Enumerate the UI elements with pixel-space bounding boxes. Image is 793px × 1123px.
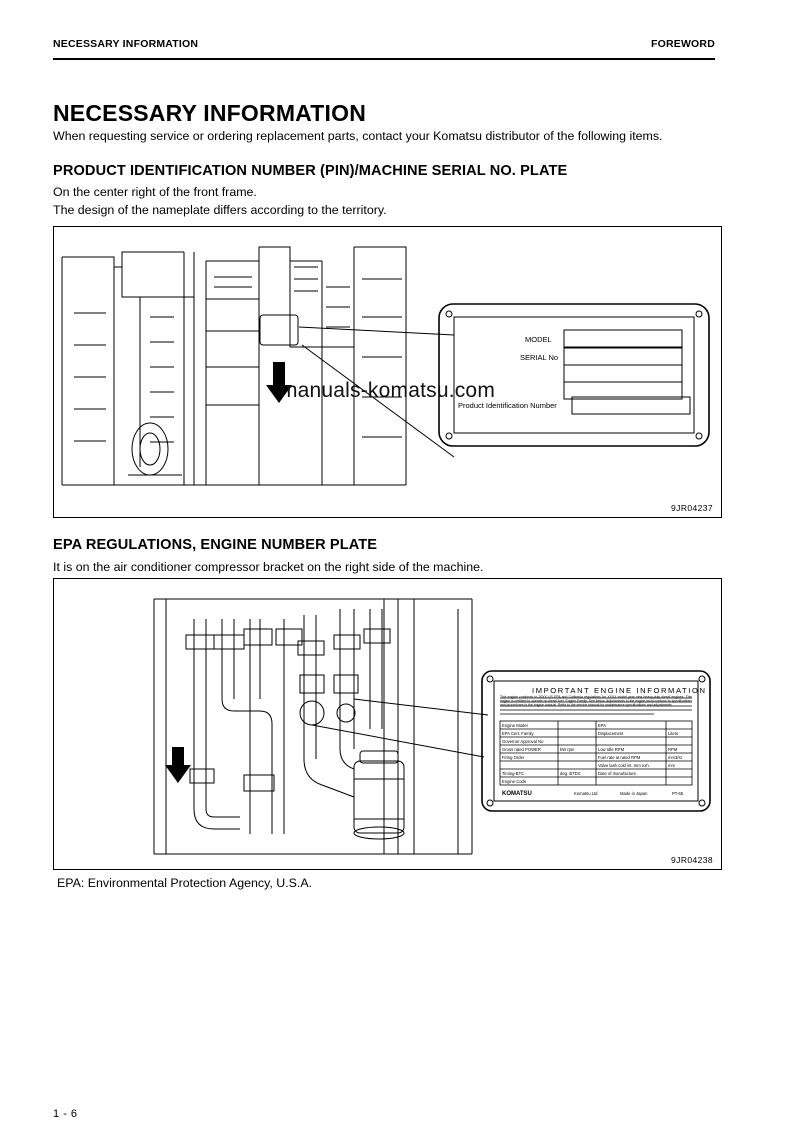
svg-text:RPM: RPM: [668, 747, 678, 752]
callout-arrow-icon-2: [165, 747, 191, 783]
svg-text:Fuel rate at rated RPM: Fuel rate at rated RPM: [598, 755, 641, 760]
engine-plate-paragraph: This engine conforms to 20XX US EPA and California regulations for XXXX model year new heavy-duty diesel engines. This engine is certified to operate on diesel fuel. Engine Family: See below. Adjustments to the engine must conform to specifications and procedures in the engine manual. Refer to the service manual for maintenance specifications and adjustments.: [500, 695, 692, 707]
svg-text:Engine Code: Engine Code: [502, 779, 527, 784]
svg-text:mm: mm: [668, 763, 675, 768]
section-pin-line1: On the center right of the front frame.: [53, 185, 257, 199]
figure-code-epa: 9JR04238: [671, 855, 713, 865]
epa-note: EPA: Environmental Protection Agency, U.S.A.: [57, 876, 313, 890]
section-epa-line1: It is on the air conditioner compressor bracket on the right side of the machine.: [53, 560, 484, 574]
header-divider: [53, 58, 715, 60]
svg-text:Date of manufacture: Date of manufacture: [598, 771, 636, 776]
svg-text:kW rpm: kW rpm: [560, 747, 575, 752]
engine-plate-brand: KOMATSU: [502, 791, 532, 797]
nameplate-graphic: [439, 304, 709, 446]
intro-paragraph: When requesting service or ordering replacement parts, contact your Komatsu distributor of the following items.: [53, 129, 663, 143]
svg-text:mm3/st: mm3/st: [668, 755, 682, 760]
figure-pin-plate: [53, 226, 722, 518]
plate-label-pin: Product Identification Number: [458, 401, 557, 410]
svg-text:Firing Order: Firing Order: [502, 755, 525, 760]
section-heading-epa: EPA REGULATIONS, ENGINE NUMBER PLATE: [53, 537, 378, 553]
page-title: NECESSARY INFORMATION: [53, 100, 367, 126]
svg-text:Governor Approval No: Governor Approval No: [502, 739, 544, 744]
svg-text:EPA: EPA: [598, 723, 607, 728]
engine-plate-footer-mid: Made in Japan: [620, 791, 648, 796]
header-right-text: FOREWORD: [650, 38, 715, 50]
watermark-text: manuals-komatsu.com: [279, 379, 496, 402]
section-heading-pin: PRODUCT IDENTIFICATION NUMBER (PIN)/MACHINE SERIAL NO. PLATE: [53, 163, 568, 179]
svg-text:Low Idle RPM: Low Idle RPM: [598, 747, 625, 752]
section-pin-line2: The design of the nameplate differs according to the territory.: [53, 203, 387, 217]
engine-plate-footer-right: PT-65: [672, 791, 684, 796]
plate-label-model: MODEL: [525, 335, 552, 344]
engine-info-plate: [482, 671, 710, 811]
running-header: [53, 38, 715, 50]
svg-text:Engine Model: Engine Model: [502, 723, 528, 728]
svg-text:Liters: Liters: [668, 731, 679, 736]
page-number: 1 - 6: [53, 1108, 78, 1120]
header-left-text: NECESSARY INFORMATION: [53, 38, 199, 50]
svg-text:Displacement: Displacement: [598, 731, 624, 736]
svg-text:Timing-BTC: Timing-BTC: [502, 771, 525, 776]
svg-text:Gross rated POWER: Gross rated POWER: [502, 747, 541, 752]
figure-code-pin: 9JR04237: [671, 503, 713, 513]
svg-text:Valve lash cold int. mm: Valve lash cold int. mm exh.: [598, 763, 650, 768]
engine-plate-footer-left: Komatsu Ltd.: [574, 791, 599, 796]
svg-text:EPA Cert. Family: EPA Cert. Family: [502, 731, 534, 736]
plate-label-serial: SERIAL No: [520, 353, 559, 362]
figure-engine-plate-drawing: [54, 579, 721, 869]
figure-pin-plate-drawing: [54, 227, 721, 517]
figure-engine-plate: [53, 578, 722, 870]
engine-plate-title: IMPORTANT ENGINE INFORMATION: [532, 686, 707, 695]
svg-text:deg. BTDC: deg. BTDC: [560, 771, 581, 776]
